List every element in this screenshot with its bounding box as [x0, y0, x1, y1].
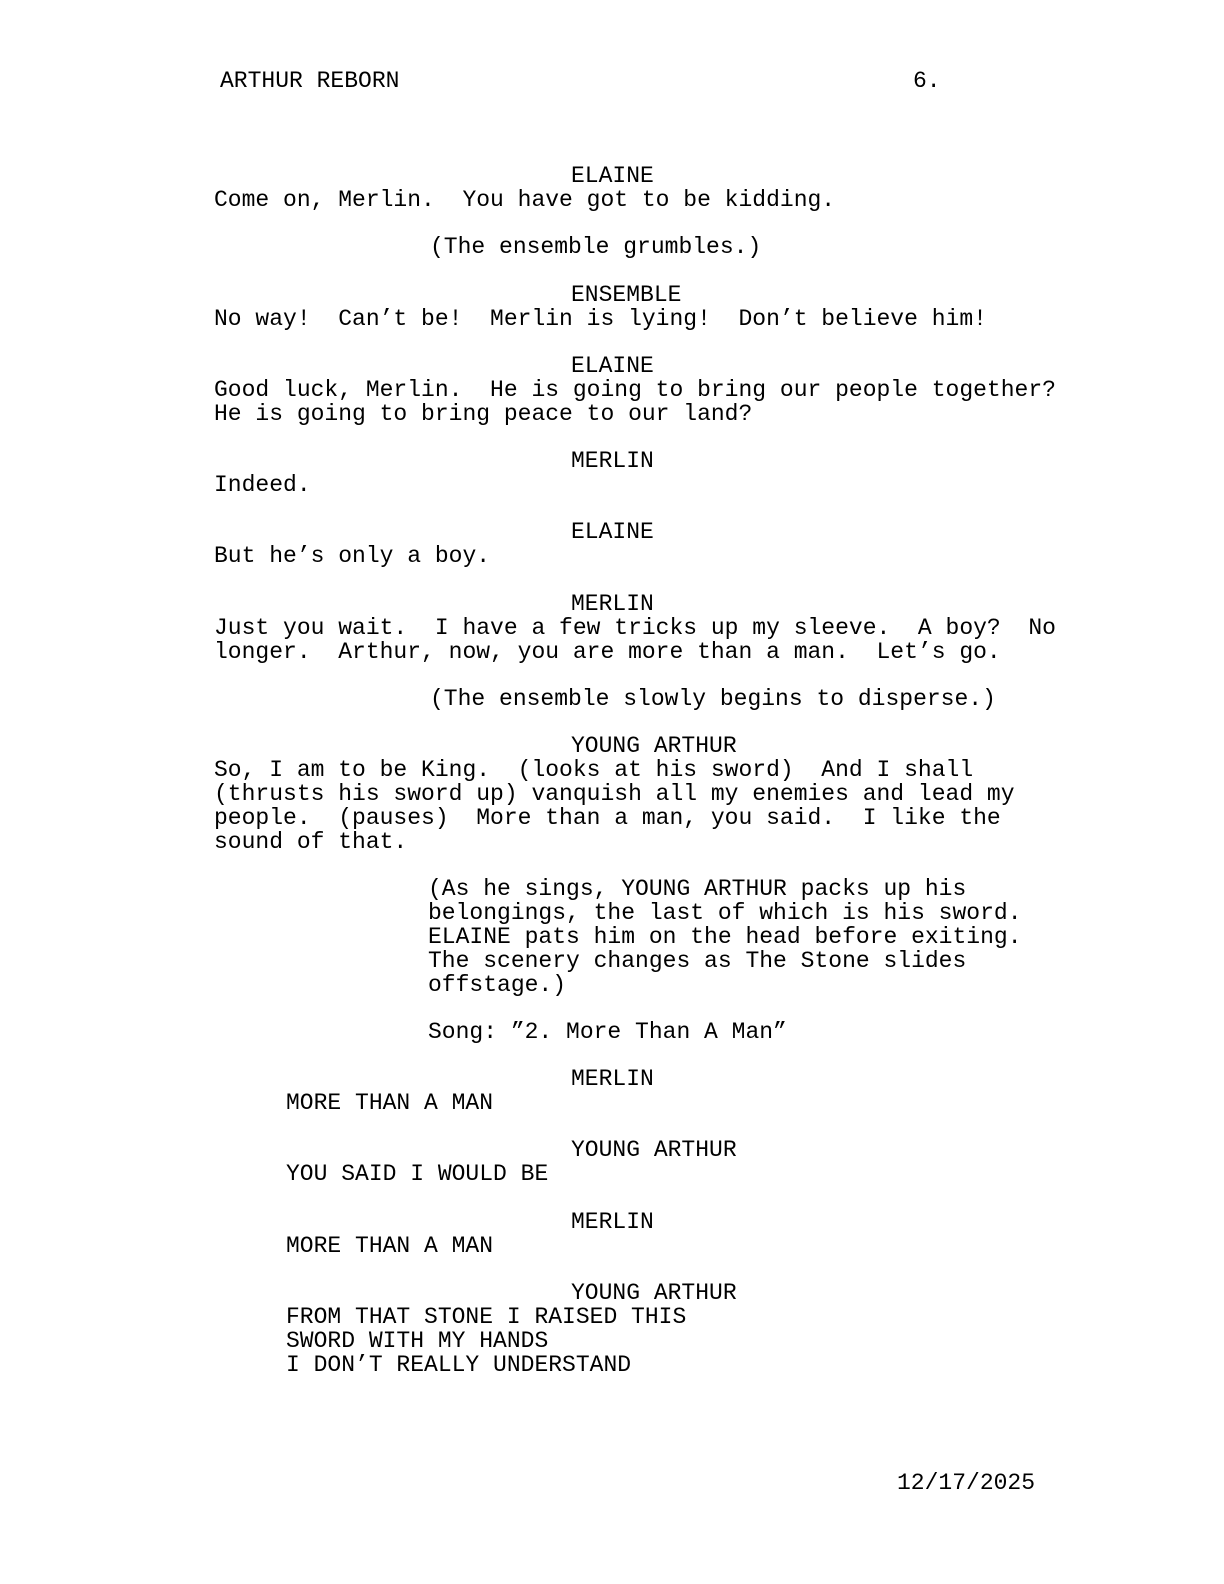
lyric-line: FROM THAT STONE I RAISED THIS [286, 1304, 687, 1330]
lyric-line: YOU SAID I WOULD BE [286, 1161, 549, 1187]
character-name: ELAINE [571, 353, 654, 379]
dialogue-line: So, I am to be King. (looks at his sword) And I shall [214, 757, 974, 783]
dialogue-line: longer. Arthur, now, you are more than a man. Let’s go. [214, 639, 1001, 665]
character-name: YOUNG ARTHUR [571, 1280, 737, 1306]
dialogue-line: Good luck, Merlin. He is going to bring our people together? [214, 377, 1056, 403]
action-line: offstage.) [428, 972, 567, 998]
dialogue-line: But he’s only a boy. [214, 543, 491, 569]
dialogue-line: No way! Can’t be! Merlin is lying! Don’t believe him! [214, 306, 987, 332]
dialogue-line: sound of that. [214, 829, 408, 855]
character-name: MERLIN [571, 591, 654, 617]
stage-direction: (The ensemble slowly begins to disperse.) [430, 686, 996, 712]
dialogue-line: Indeed. [214, 472, 311, 498]
page-number: 6. [913, 68, 941, 94]
script-title: ARTHUR REBORN [220, 68, 400, 94]
character-name: MERLIN [571, 1209, 654, 1235]
action-line: The scenery changes as The Stone slides [428, 948, 967, 974]
character-name: ELAINE [571, 519, 654, 545]
dialogue-line: (thrusts his sword up) vanquish all my enemies and lead my [214, 781, 1015, 807]
lyric-line: MORE THAN A MAN [286, 1090, 494, 1116]
song-cue: Song: ”2. More Than A Man” [428, 1019, 787, 1045]
character-name: MERLIN [571, 448, 654, 474]
revision-date: 12/17/2025 [897, 1470, 1036, 1496]
action-line: (As he sings, YOUNG ARTHUR packs up his [428, 876, 967, 902]
character-name: ENSEMBLE [571, 282, 682, 308]
action-line: belongings, the last of which is his sword. [428, 900, 1022, 926]
character-name: MERLIN [571, 1066, 654, 1092]
character-name: YOUNG ARTHUR [571, 1137, 737, 1163]
dialogue-line: Come on, Merlin. You have got to be kidding. [214, 187, 836, 213]
dialogue-line: Just you wait. I have a few tricks up my sleeve. A boy? No [214, 615, 1056, 641]
action-line: ELAINE pats him on the head before exiting. [428, 924, 1022, 950]
lyric-line: I DON’T REALLY UNDERSTAND [286, 1352, 632, 1378]
character-name: YOUNG ARTHUR [571, 733, 737, 759]
dialogue-line: He is going to bring peace to our land? [214, 401, 753, 427]
lyric-line: MORE THAN A MAN [286, 1233, 494, 1259]
lyric-line: SWORD WITH MY HANDS [286, 1328, 549, 1354]
dialogue-line: people. (pauses) More than a man, you said. I like the [214, 805, 1001, 831]
stage-direction: (The ensemble grumbles.) [430, 234, 762, 260]
character-name: ELAINE [571, 163, 654, 189]
